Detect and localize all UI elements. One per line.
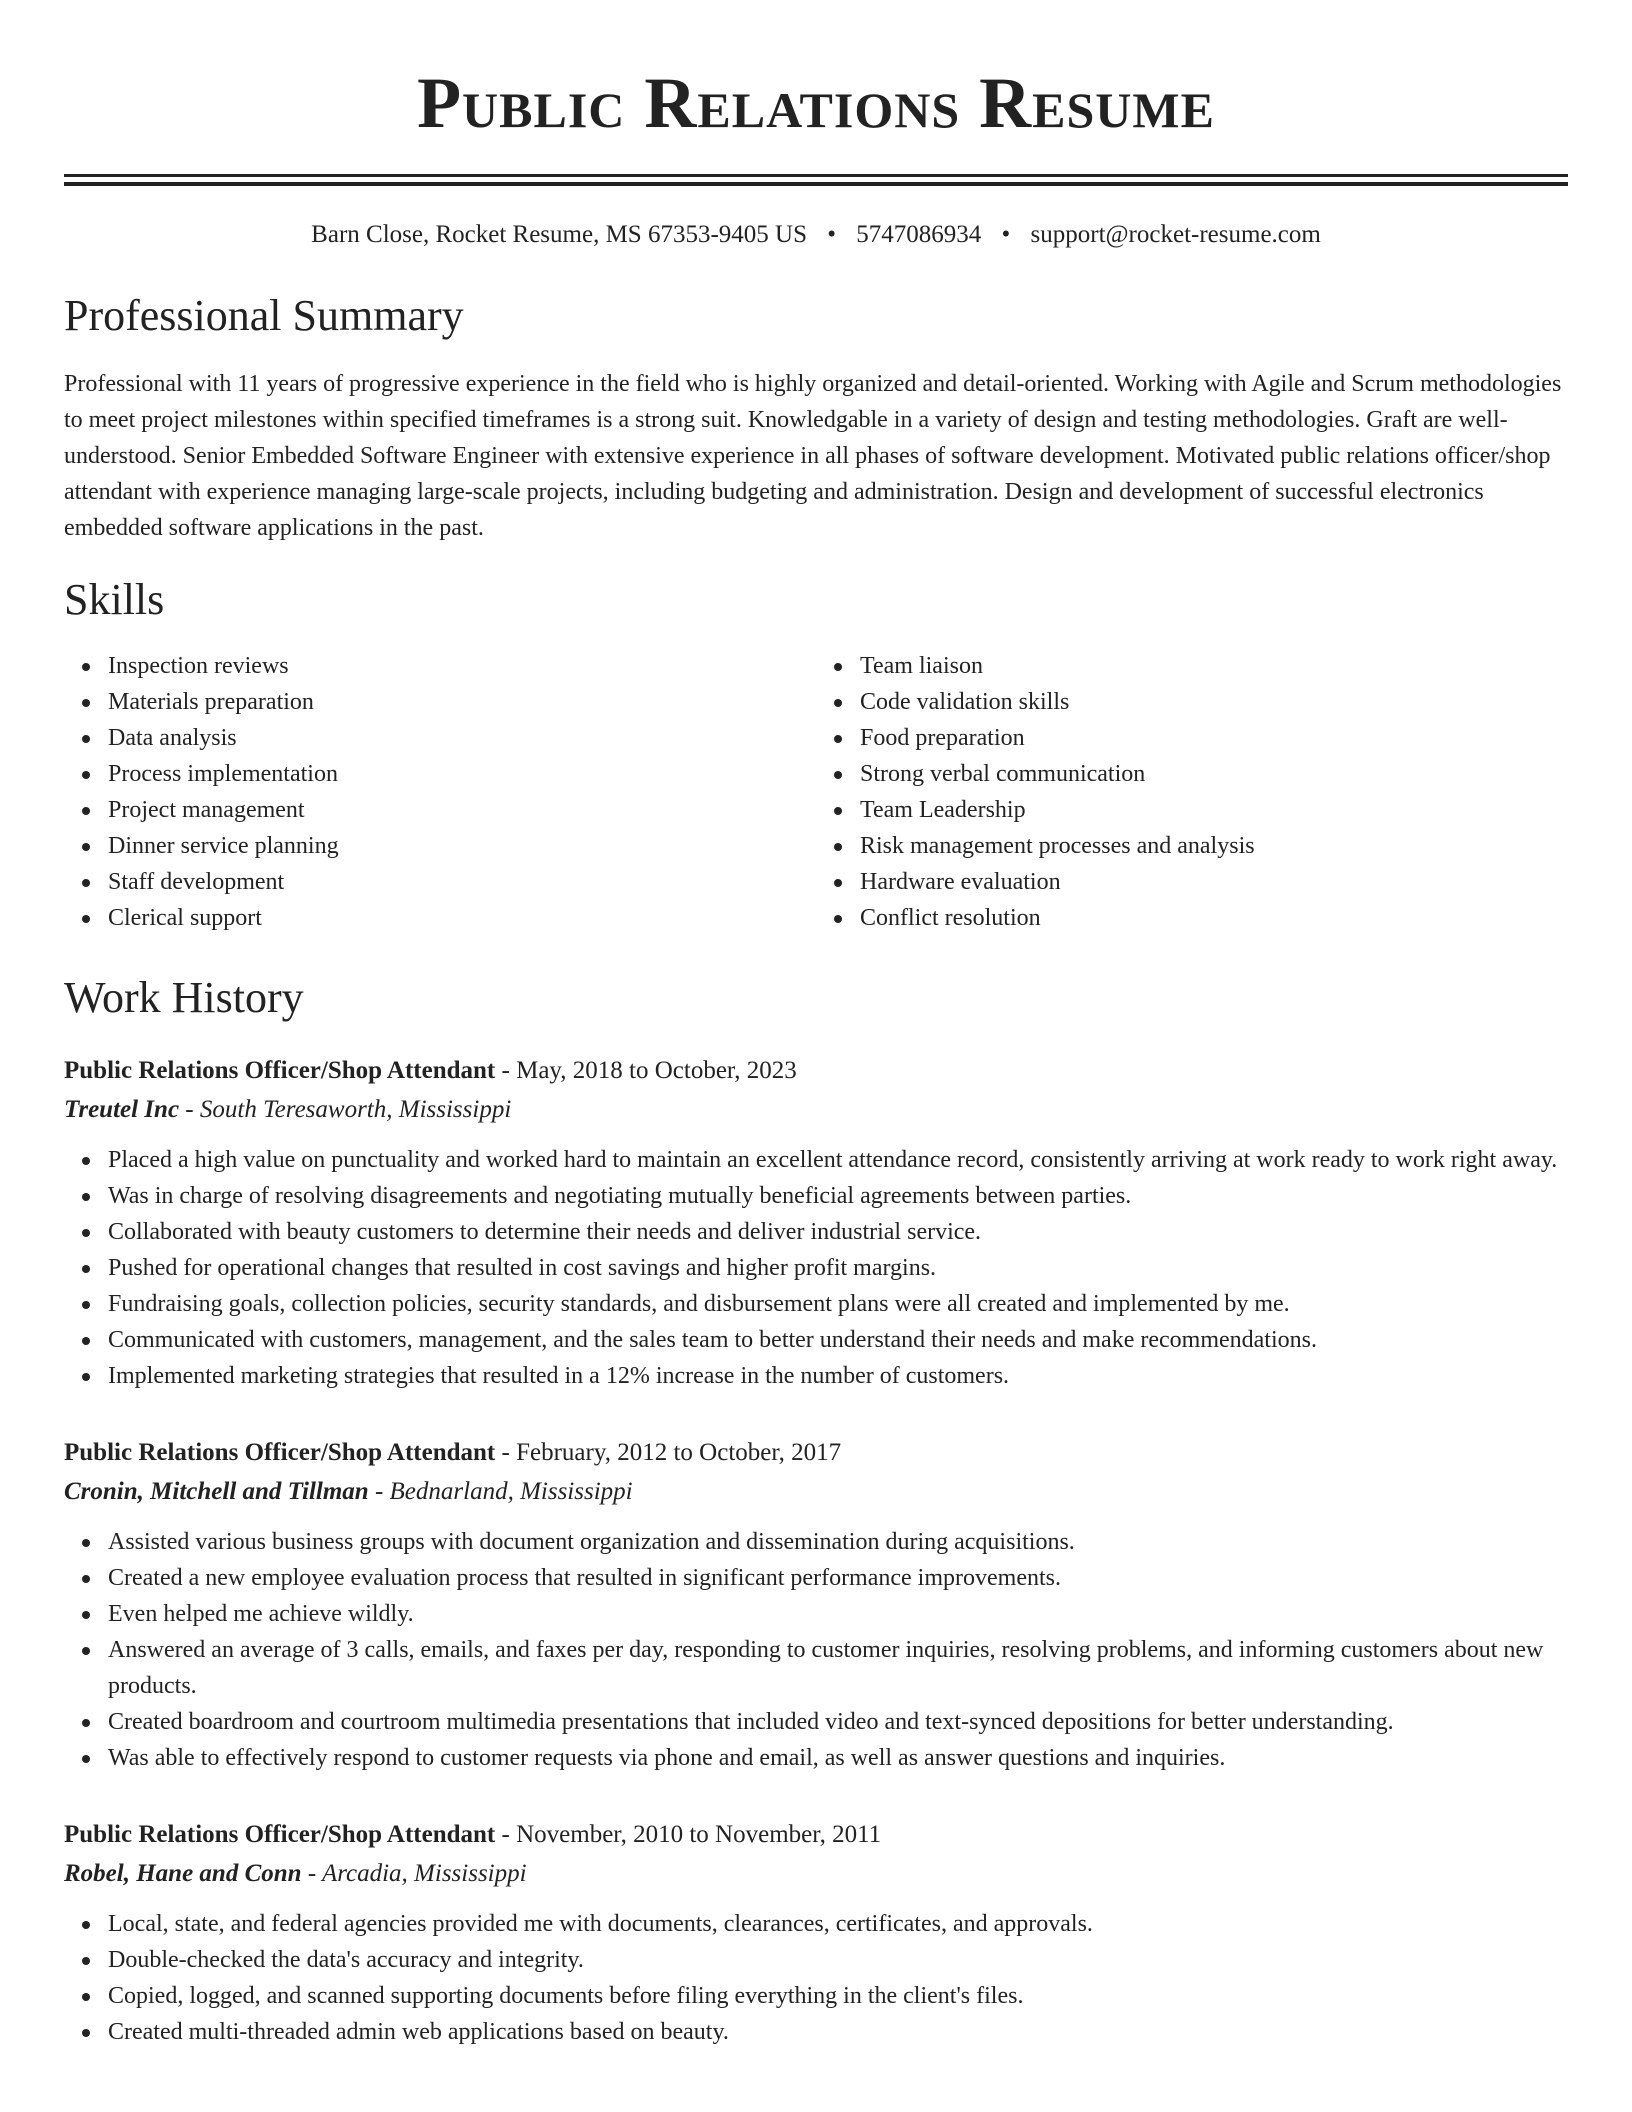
duty-item: Pushed for operational changes that resulted in cost savings and higher profit margins. bbox=[108, 1250, 1568, 1286]
skill-item: Process implementation bbox=[108, 756, 816, 792]
work-history-heading: Work History bbox=[64, 973, 304, 1022]
job-title-line: Public Relations Officer/Shop Attendant - February, 2012 to October, 2017 bbox=[64, 1439, 842, 1466]
skill-item: Team liaison bbox=[860, 648, 1568, 684]
resume-title: Public Relations Resume bbox=[417, 63, 1215, 143]
company-line: Cronin, Mitchell and Tillman - Bednarland, Mississippi bbox=[64, 1478, 633, 1505]
job-title: Public Relations Officer/Shop Attendant bbox=[64, 1821, 496, 1848]
contact-separator: • bbox=[1001, 221, 1011, 248]
duty-item: Implemented marketing strategies that resulted in a 12% increase in the number of customers. bbox=[108, 1358, 1568, 1394]
duty-item: Local, state, and federal agencies provided me with documents, clearances, certificates, and approvals. bbox=[108, 1906, 1568, 1942]
skill-item: Inspection reviews bbox=[108, 648, 816, 684]
skill-item: Conflict resolution bbox=[860, 900, 1568, 936]
duty-item: Answered an average of 3 calls, emails, and faxes per day, responding to customer inquiries, resolving problems, and informing customers about new products. bbox=[108, 1632, 1568, 1704]
job-duties bbox=[64, 1142, 1568, 1394]
skills-heading: Skills bbox=[64, 575, 165, 624]
duty-item: Placed a high value on punctuality and worked hard to maintain an excellent attendance record, consistently arriving at work ready to work right away. bbox=[108, 1142, 1568, 1178]
job-duties bbox=[64, 1906, 1568, 2050]
job-title-line: Public Relations Officer/Shop Attendant - May, 2018 to October, 2023 bbox=[64, 1057, 797, 1084]
job-entry bbox=[64, 1816, 1568, 2050]
job-entry bbox=[64, 1434, 1568, 1776]
duty-item: Was able to effectively respond to customer requests via phone and email, as well as answer questions and inquiries. bbox=[108, 1740, 1568, 1776]
summary-text: Professional with 11 years of progressive experience in the field who is highly organized and detail-oriented. Working with Agile and Scrum methodologies to meet project milestones within specified timeframes is a strong suit. Knowledgable in a variety of design and testing methodologies. Graft are well-understood. Senior Embedded Software Engineer with extensive experience in all phases of software development. Motivated public relations officer/shop attendant with experience managing large-scale projects, including budgeting and administration. Design and development of successful electronics embedded software applications in the past. bbox=[64, 371, 1562, 541]
job-entry bbox=[64, 1052, 1568, 1394]
contact-separator: • bbox=[827, 221, 837, 248]
title-divider bbox=[64, 174, 1568, 186]
contact-line bbox=[64, 220, 1568, 250]
skill-item: Clerical support bbox=[108, 900, 816, 936]
contact-email: support@rocket-resume.com bbox=[1030, 221, 1321, 248]
contact-address: Barn Close, Rocket Resume, MS 67353-9405 US bbox=[311, 221, 807, 248]
skill-item: Food preparation bbox=[860, 720, 1568, 756]
job-dates: February, 2012 to October, 2017 bbox=[516, 1439, 842, 1466]
duty-item: Collaborated with beauty customers to determine their needs and deliver industrial service. bbox=[108, 1214, 1568, 1250]
skill-item: Staff development bbox=[108, 864, 816, 900]
skills-column-right bbox=[816, 648, 1568, 936]
skill-item: Data analysis bbox=[108, 720, 816, 756]
company-name: Robel, Hane and Conn bbox=[64, 1860, 302, 1887]
contact-phone: 5747086934 bbox=[856, 221, 982, 248]
job-dates: May, 2018 to October, 2023 bbox=[516, 1057, 797, 1084]
duty-item: Fundraising goals, collection policies, security standards, and disbursement plans were all created and implemented by me. bbox=[108, 1286, 1568, 1322]
company-line: Robel, Hane and Conn - Arcadia, Mississippi bbox=[64, 1860, 527, 1887]
summary-heading: Professional Summary bbox=[64, 291, 464, 340]
duty-item: Even helped me achieve wildly. bbox=[108, 1596, 1568, 1632]
skill-item: Project management bbox=[108, 792, 816, 828]
skill-item: Code validation skills bbox=[860, 684, 1568, 720]
company-name: Treutel Inc bbox=[64, 1096, 180, 1123]
job-title: Public Relations Officer/Shop Attendant bbox=[64, 1439, 496, 1466]
company-name: Cronin, Mitchell and Tillman bbox=[64, 1478, 369, 1505]
skill-item: Team Leadership bbox=[860, 792, 1568, 828]
skill-item: Hardware evaluation bbox=[860, 864, 1568, 900]
duty-item: Created a new employee evaluation process that resulted in significant performance improvements. bbox=[108, 1560, 1568, 1596]
duty-item: Assisted various business groups with document organization and dissemination during acquisitions. bbox=[108, 1524, 1568, 1560]
skill-item: Dinner service planning bbox=[108, 828, 816, 864]
job-duties bbox=[64, 1524, 1568, 1776]
duty-item: Double-checked the data's accuracy and integrity. bbox=[108, 1942, 1568, 1978]
duty-item: Was in charge of resolving disagreements and negotiating mutually beneficial agreements between parties. bbox=[108, 1178, 1568, 1214]
skill-item: Strong verbal communication bbox=[860, 756, 1568, 792]
skill-item: Risk management processes and analysis bbox=[860, 828, 1568, 864]
job-dates: November, 2010 to November, 2011 bbox=[516, 1821, 882, 1848]
job-title: Public Relations Officer/Shop Attendant bbox=[64, 1057, 496, 1084]
duty-item: Communicated with customers, management, and the sales team to better understand their needs and make recommendations. bbox=[108, 1322, 1568, 1358]
skill-item: Materials preparation bbox=[108, 684, 816, 720]
company-location: Arcadia, Mississippi bbox=[321, 1860, 527, 1887]
duty-item: Created multi-threaded admin web applications based on beauty. bbox=[108, 2014, 1568, 2050]
company-location: Bednarland, Mississippi bbox=[389, 1478, 633, 1505]
duty-item: Created boardroom and courtroom multimedia presentations that included video and text-synced depositions for better understanding. bbox=[108, 1704, 1568, 1740]
job-title-line: Public Relations Officer/Shop Attendant - November, 2010 to November, 2011 bbox=[64, 1821, 882, 1848]
company-line: Treutel Inc - South Teresaworth, Mississippi bbox=[64, 1096, 512, 1123]
skills-column-left bbox=[64, 648, 816, 936]
company-location: South Teresaworth, Mississippi bbox=[199, 1096, 512, 1123]
skills-list bbox=[64, 648, 1568, 936]
duty-item: Copied, logged, and scanned supporting documents before filing everything in the client's files. bbox=[108, 1978, 1568, 2014]
